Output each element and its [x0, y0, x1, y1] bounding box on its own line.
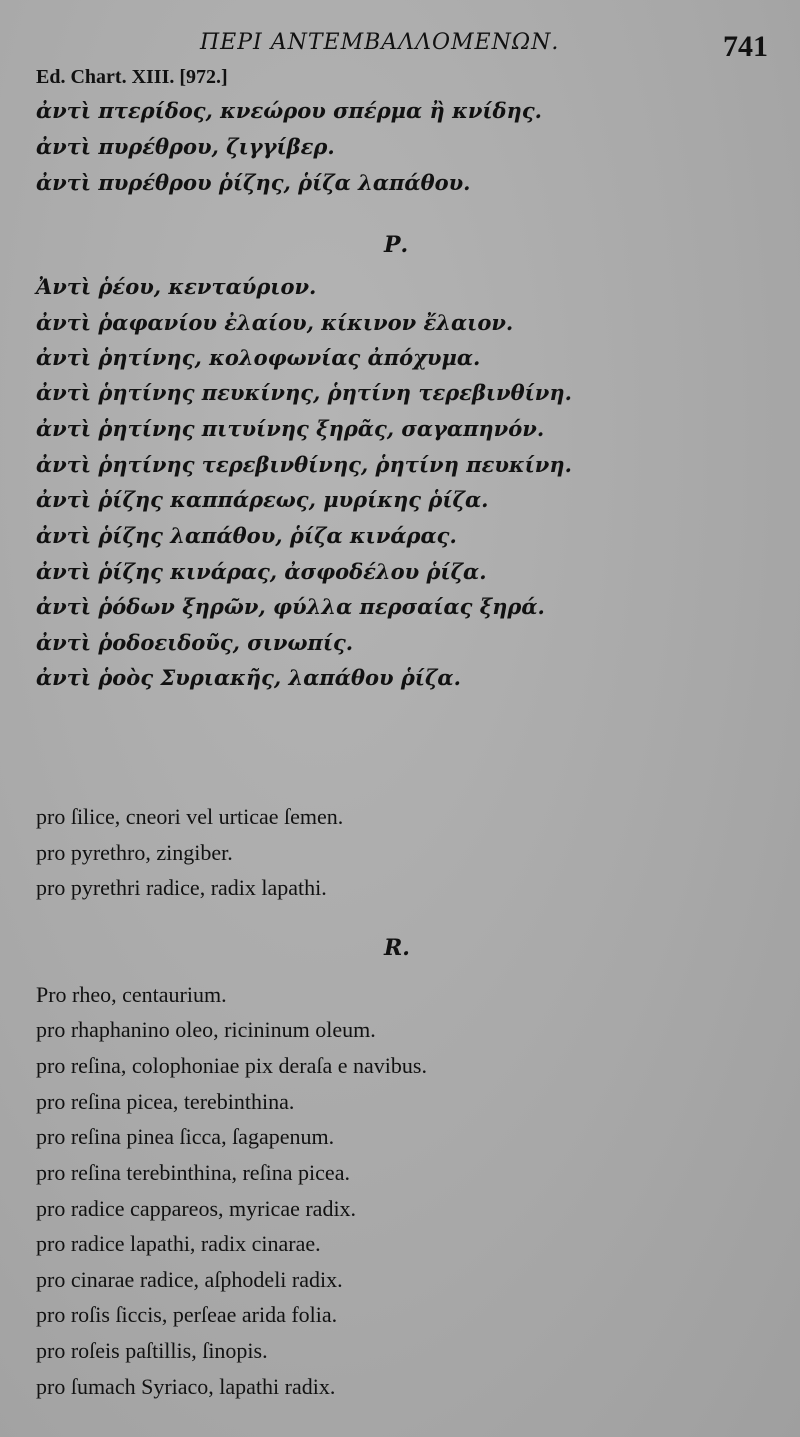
page-number: 741: [723, 30, 768, 63]
latin-line: pro pyrethri radice, radix lapathi.: [36, 875, 327, 900]
greek-line: ἀντὶ ῥίζης λαπάθου, ῥίζα κινάρας.: [36, 523, 457, 548]
latin-line: pro ſumach Syriaco, lapathi radix.: [36, 1374, 336, 1399]
latin-line: pro roſis ſiccis, perſeae arida folia.: [36, 1302, 338, 1327]
latin-section-letter: R.: [384, 935, 410, 961]
greek-line: ἀντὶ πυρέθρου ῥίζης, ῥίζα λαπάθου.: [36, 170, 471, 195]
running-head: ΠΕΡΙ ΑΝΤΕΜΒΑΛΛΟΜΕΝΩΝ.: [200, 30, 560, 55]
greek-line: ἀντὶ ῥοὸς Συριακῆς, λαπάθου ῥίζα.: [36, 665, 461, 690]
latin-line: pro reſina, colophoniae pix deraſa e navibus.: [36, 1053, 427, 1078]
greek-line: ἀντὶ ῥίζης καππάρεως, μυρίκης ῥίζα.: [36, 487, 489, 512]
latin-line: pro ſilice, cneori vel urticae ſemen.: [36, 804, 344, 829]
latin-line: pro radice cappareos, myricae radix.: [36, 1196, 357, 1221]
greek-line: ἀντὶ πτερίδος, κνεώρου σπέρμα ἢ κνίδης.: [36, 98, 542, 123]
latin-line: pro reſina pinea ſicca, ſagapenum.: [36, 1124, 335, 1149]
latin-line: pro reſina picea, terebinthina.: [36, 1089, 295, 1114]
greek-line: ἀντὶ ῥαφανίου ἐλαίου, κίκινον ἔλαιον.: [36, 310, 514, 335]
latin-line: pro radice lapathi, radix cinarae.: [36, 1231, 321, 1256]
greek-section-letter: Ρ.: [384, 232, 409, 258]
latin-line: pro pyrethro, zingiber.: [36, 840, 233, 865]
greek-line: ἀντὶ ῥητίνης πιτυίνης ξηρᾶς, σαγαπηνόν.: [36, 416, 545, 441]
latin-line: pro cinarae radice, aſphodeli radix.: [36, 1267, 343, 1292]
latin-line: pro rhaphanino oleo, ricininum oleum.: [36, 1017, 376, 1042]
latin-line: Pro rheo, centaurium.: [36, 982, 227, 1007]
latin-line: pro roſeis paſtillis, ſinopis.: [36, 1338, 268, 1363]
edition-reference: Ed. Chart. XIII. [972.]: [36, 66, 228, 88]
greek-line: ἀντὶ πυρέθρου, ζιγγίβερ.: [36, 134, 335, 159]
greek-line: ἀντὶ ῥίζης κινάρας, ἀσφοδέλου ῥίζα.: [36, 559, 487, 584]
greek-line: ἀντὶ ῥόδων ξηρῶν, φύλλα περσαίας ξηρά.: [36, 594, 545, 619]
latin-line: pro reſina terebinthina, reſina picea.: [36, 1160, 350, 1185]
greek-line: ἀντὶ ῥοδοειδοῦς, σινωπίς.: [36, 630, 354, 655]
greek-line: ἀντὶ ῥητίνης, κολοφωνίας ἀπόχυμα.: [36, 345, 481, 370]
greek-line: Ἀντὶ ῥέου, κενταύριον.: [36, 274, 317, 299]
greek-line: ἀντὶ ῥητίνης πευκίνης, ῥητίνη τερεβινθίνη.: [36, 380, 572, 405]
greek-line: ἀντὶ ῥητίνης τερεβινθίνης, ῥητίνη πευκίνη.: [36, 452, 572, 477]
